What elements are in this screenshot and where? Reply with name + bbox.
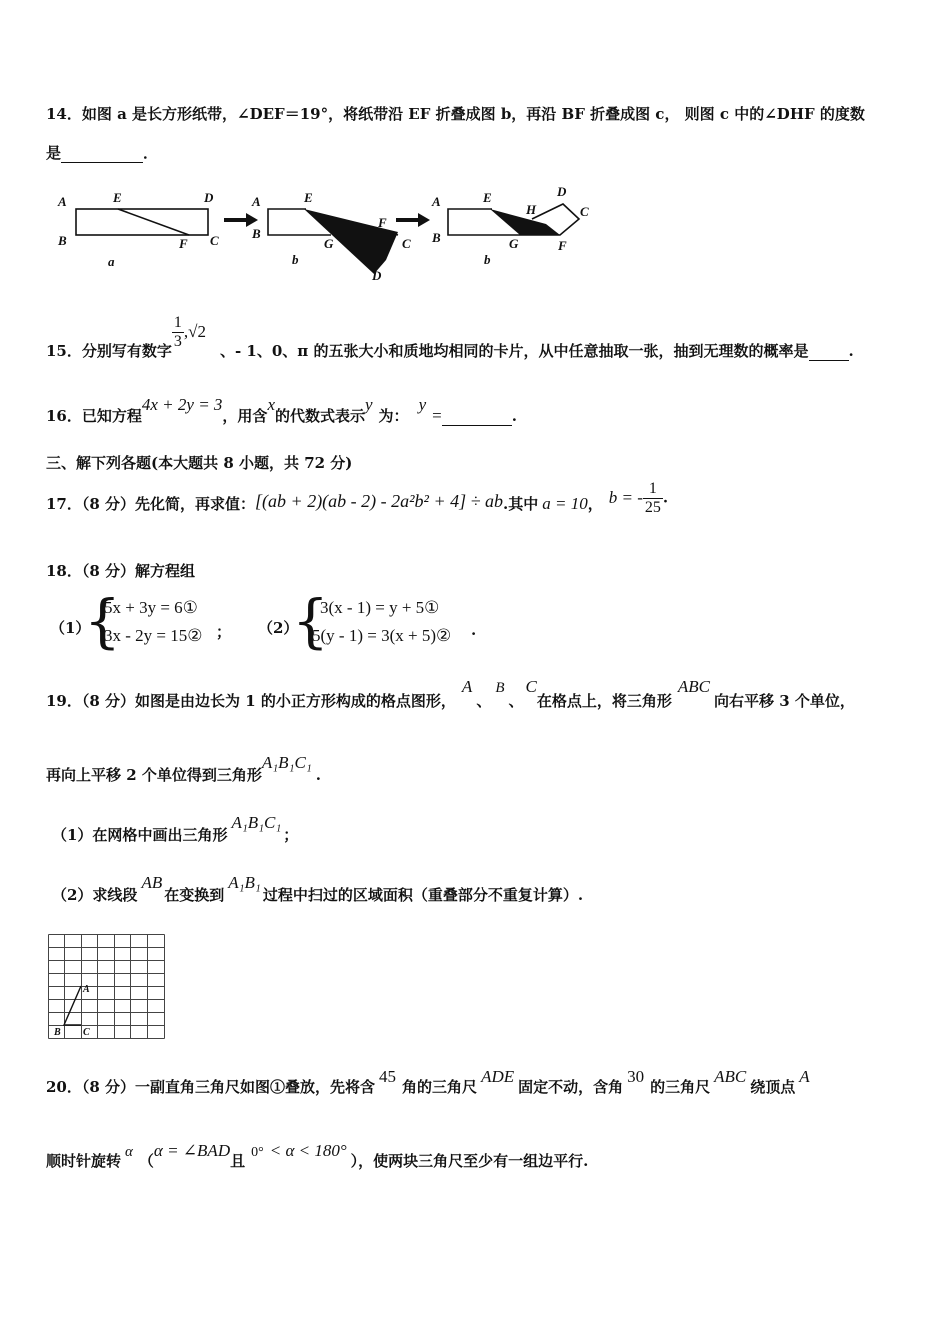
- q18-p2-eq1: 3(x - 1) = y + 5①: [320, 598, 440, 617]
- q18-p1-label: （1）: [50, 619, 91, 637]
- label-a-E: E: [113, 190, 122, 205]
- q19-line1: [46, 676, 855, 710]
- caption-b: b: [292, 252, 299, 267]
- label-c-D: D: [557, 184, 567, 199]
- q20-line1-prefix: 20．（8 分）一副直角三角尺如图①叠放，先将含: [46, 1078, 376, 1096]
- q16-mid1: ，用含: [222, 407, 268, 425]
- q16-answer-blank: [442, 407, 512, 426]
- caption-a: a: [108, 254, 115, 269]
- q19-part1-tri: A₁B₁C₁: [231, 813, 282, 832]
- q17-comma: ，: [587, 494, 603, 513]
- grid-label-C: C: [83, 1027, 90, 1038]
- q20-line2-prefix: 顺时针旋转: [46, 1152, 122, 1170]
- q20-tri-ade: ADE: [481, 1067, 515, 1086]
- q20-line1-mid2: 固定不动，含角: [518, 1078, 624, 1096]
- q17-b-num: 1: [643, 480, 663, 499]
- q19-pt-b: B: [495, 680, 505, 696]
- q20-paren-open: （: [138, 1152, 154, 1170]
- label-b-E: E: [304, 190, 313, 205]
- label-c-F: F: [558, 238, 567, 253]
- q18-p2-system: [312, 594, 451, 650]
- q18-p1-brace: {: [84, 587, 121, 655]
- q15-frac-num: 1: [173, 314, 182, 331]
- q14-line2: [46, 142, 158, 163]
- q16-var-y2: y: [418, 395, 427, 414]
- q19-line1-prefix: 19．（8 分）如图是由边长为 1 的小正方形构成的格点图形，: [46, 692, 456, 710]
- arrow-2: [396, 213, 430, 227]
- label-c-B: B: [432, 230, 441, 245]
- grid-lines: [49, 935, 165, 1039]
- q17-b-den: 25: [644, 499, 661, 516]
- q16-equals: =: [432, 406, 442, 425]
- triangle-abc: [64, 986, 81, 1025]
- grid-label-A: A: [83, 984, 90, 995]
- q20-line2: [46, 1140, 589, 1170]
- q14-line1: 14．如图 a 是长方形纸带，∠DEF＝19°，将纸带沿 EF 折叠成图 b，再沿 BF 折叠成图 c， 则图 c 中的∠DHF 的度数: [46, 105, 865, 123]
- grid-label-B: B: [54, 1027, 61, 1038]
- q17-b-fraction: [643, 480, 663, 517]
- label-b-D: D: [372, 268, 382, 282]
- q19-part2: [52, 872, 584, 904]
- label-b-B: B: [252, 226, 261, 241]
- q20-line1-mid1: 角的三角尺: [402, 1078, 478, 1096]
- q20-range-expr: < α < 180°: [269, 1141, 347, 1160]
- q20-line1-mid4: 绕顶点: [750, 1078, 796, 1096]
- q15-fraction: [172, 314, 184, 351]
- q20-alpha-def: α = ∠BAD: [153, 1141, 231, 1160]
- q16-mid3: 为：: [378, 407, 409, 425]
- q18-p1-eq2: 3x - 2y = 15②: [104, 626, 203, 645]
- q18-p2-eq2: 5(y - 1) = 3(x + 5)②: [312, 626, 452, 645]
- q15-comma: ,: [183, 321, 189, 341]
- label-c-A: A: [432, 194, 441, 209]
- q19-part2-seg: AB: [141, 873, 163, 892]
- label-a-A: A: [58, 194, 67, 209]
- q19-part2-suffix: 过程中扫过的区域面积（重叠部分不重复计算）.: [262, 886, 584, 904]
- q18-p1-system: [104, 594, 203, 650]
- q16-line: [46, 394, 517, 425]
- label-c-G: G: [509, 236, 519, 251]
- q14-folding-figure: [46, 182, 606, 282]
- q17-expression: [(ab + 2)(ab - 2) - 2a²b² + 4] ÷ ab: [255, 490, 503, 511]
- q17-suffix: .: [662, 488, 669, 507]
- q19-tri-a1b1c1: A₁B₁C₁: [261, 753, 312, 772]
- q19-part2-mid: 在变换到: [164, 886, 225, 904]
- q18-title: 18．（8 分）解方程组: [46, 562, 196, 580]
- q17-mid: .其中: [503, 494, 539, 513]
- q15-middle: 、- 1、0、π 的五张大小和质地均相同的卡片，从中任意抽取一张，抽到无理数的概率是: [219, 341, 809, 360]
- label-a-F: F: [179, 236, 188, 251]
- figure-a: [76, 209, 208, 235]
- q19-part1-prefix: （1）在网格中画出三角形: [52, 826, 228, 844]
- label-b-C: C: [402, 236, 411, 251]
- q20-angle45: 45: [379, 1067, 397, 1086]
- label-c-H: H: [526, 202, 537, 217]
- q19-tri-abc: ABC: [677, 677, 710, 696]
- q19-part1-suffix: ；: [283, 826, 299, 844]
- q19-grid-figure: [48, 934, 168, 1042]
- label-c-C: C: [580, 204, 589, 219]
- q20-alpha: α: [125, 1144, 133, 1160]
- caption-c: b: [484, 252, 491, 267]
- q19-part2-prefix: （2）求线段: [52, 886, 138, 904]
- q18-p1-end: ；: [216, 623, 232, 641]
- label-a-C: C: [210, 233, 219, 248]
- q15-answer-blank: [809, 342, 849, 361]
- label-c-E: E: [483, 190, 492, 205]
- q14-answer-blank: [61, 144, 143, 163]
- label-b-F: F: [378, 215, 387, 230]
- fold-line-ef: [118, 209, 189, 235]
- q19-line1-mid: 在格点上，将三角形: [536, 692, 672, 710]
- q16-var-x: x: [267, 395, 275, 414]
- q20-line2-suffix: ），使两块三角尺至少有一组边平行.: [350, 1152, 589, 1170]
- q14-suffix: ．: [143, 144, 159, 162]
- q18-p2-brace: {: [292, 587, 329, 655]
- q18-p1-eq1: 5x + 3y = 6①: [104, 598, 198, 617]
- q17-prefix: 17．（8 分）先化简，再求值：: [46, 494, 256, 513]
- q20-angle30: 30: [627, 1067, 645, 1086]
- q17-line: [46, 480, 668, 517]
- q19-line2: [46, 752, 321, 784]
- q20-tri-abc: ABC: [714, 1067, 747, 1086]
- strip-rect-a: [76, 209, 208, 235]
- q20-qie: 且: [230, 1152, 246, 1170]
- q17-a-value: a = 10: [542, 493, 588, 513]
- q19-pt-a: A: [461, 677, 473, 696]
- q14-prefix: 是: [46, 144, 62, 162]
- q19-sep1: 、: [476, 692, 492, 710]
- q15-sqrt2: √2: [188, 321, 206, 341]
- label-a-D: D: [204, 190, 214, 205]
- q20-pt-a: A: [799, 1067, 810, 1086]
- q20-line1-mid3: 的三角尺: [650, 1078, 711, 1096]
- q19-line2-prefix: 再向上平移 2 个单位得到三角形: [46, 766, 262, 784]
- q16-prefix: 16．已知方程: [46, 407, 142, 425]
- q16-equation: 4x + 2y = 3: [141, 395, 223, 414]
- q15-frac-den: 3: [173, 333, 182, 350]
- q19-pt-c: C: [525, 677, 537, 696]
- label-a-B: B: [58, 233, 67, 248]
- q15-prefix: 15．分别写有数字: [46, 341, 172, 360]
- q16-mid2: 的代数式表示: [274, 407, 365, 425]
- q19-part2-seg1: A₁B₁: [228, 873, 261, 892]
- arrow-1: [224, 213, 258, 227]
- q19-line1-suffix: 向右平移 3 个单位，: [713, 692, 855, 710]
- q16-suffix: .: [511, 407, 517, 425]
- q18-p2-label: （2）: [258, 619, 299, 637]
- label-b-G: G: [324, 236, 334, 251]
- label-b-A: A: [252, 194, 261, 209]
- q19-line2-suffix: .: [315, 766, 321, 784]
- q15-line: [46, 314, 854, 360]
- q16-var-y: y: [365, 395, 373, 414]
- q19-part1: [52, 812, 299, 844]
- q20-line1: [46, 1066, 810, 1096]
- folded-part-c: [490, 209, 560, 235]
- section3-title: 三、解下列各题(本大题共 8 小题，共 72 分): [46, 454, 353, 472]
- q17-b-prefix: b = -: [608, 487, 643, 507]
- q19-sep2: 、: [508, 692, 524, 710]
- q18-p2-end: .: [471, 621, 477, 639]
- q20-range-left: 0°: [251, 1145, 264, 1160]
- q15-suffix: .: [848, 341, 854, 360]
